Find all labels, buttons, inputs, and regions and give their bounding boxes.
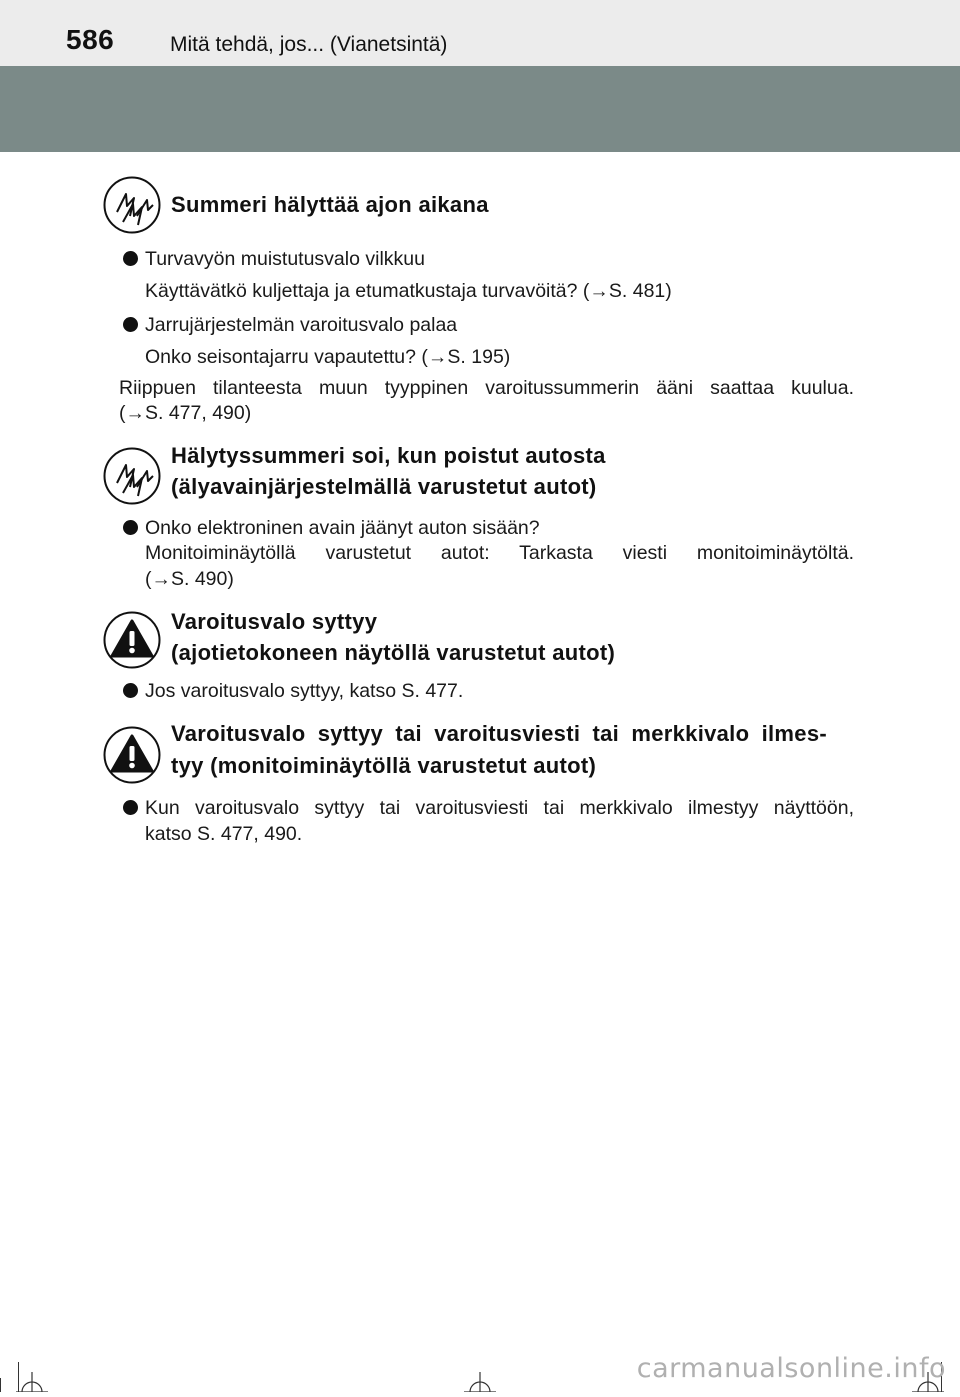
section-title: (älyavainjärjestelmällä varustetut autot) — [171, 474, 597, 499]
bullet-text: Kun varoitusvalo syttyy tai varoitusviesti tai merkkivalo ilmestyy näyttöön, — [145, 797, 854, 819]
bullet-text: Jos varoitusvalo syttyy, katso S. 477. — [145, 680, 464, 702]
section-title: tyy (monitoiminäytöllä varustetut autot) — [171, 753, 597, 778]
buzzer-icon — [103, 176, 161, 234]
section-title: Summeri hälyttää ajon aikana — [171, 192, 489, 217]
section-title: Varoitusvalo syttyy — [171, 609, 378, 634]
bullet-detail: Käyttävätkö kuljettaja ja etumatkustaja turvavöitä? (→S. 481) — [145, 280, 672, 302]
note-text: Riippuen tilanteesta muun tyyppinen varoitussummerin ääni saattaa kuulua. — [119, 377, 854, 399]
buzzer-icon — [103, 447, 161, 505]
bullet-dot — [123, 317, 138, 332]
section-title: Varoitusvalo syttyy tai varoitusviesti tai merkkivalo ilmes- — [171, 721, 827, 746]
running-title: Mitä tehdä, jos... (Vianetsintä) — [170, 33, 448, 56]
bullet-text: Turvavyön muistutusvalo vilkkuu — [145, 248, 425, 270]
registration-mark — [460, 1372, 500, 1392]
bullet-dot — [123, 251, 138, 266]
crop-mark — [0, 1378, 1, 1392]
bullet-detail: (→S. 490) — [145, 568, 234, 590]
watermark: carmanualsonline.info — [636, 1353, 946, 1384]
page-number: 586 — [66, 24, 115, 55]
warning-icon — [103, 726, 161, 784]
section-title: Hälytyssummeri soi, kun poistut autosta — [171, 443, 606, 468]
bullet-detail: Monitoiminäytöllä varustetut autot: Tarkasta viesti monitoiminäytöltä. — [145, 542, 854, 564]
note-text: (→S. 477, 490) — [119, 402, 252, 424]
bullet-text: Jarrujärjestelmän varoitusvalo palaa — [145, 314, 458, 336]
bullet-text: Onko elektroninen avain jäänyt auton sisään? — [145, 517, 540, 539]
bullet-dot — [123, 683, 138, 698]
bullet-dot — [123, 800, 138, 815]
bullet-dot — [123, 520, 138, 535]
header-bar — [0, 0, 960, 66]
bullet-detail: Onko seisontajarru vapautettu? (→S. 195) — [145, 346, 511, 368]
warning-icon — [103, 611, 161, 669]
section-title: (ajotietokoneen näytöllä varustetut autot) — [171, 640, 616, 665]
section-band — [0, 66, 960, 152]
bullet-text: katso S. 477, 490. — [145, 823, 303, 845]
registration-mark — [12, 1372, 52, 1392]
